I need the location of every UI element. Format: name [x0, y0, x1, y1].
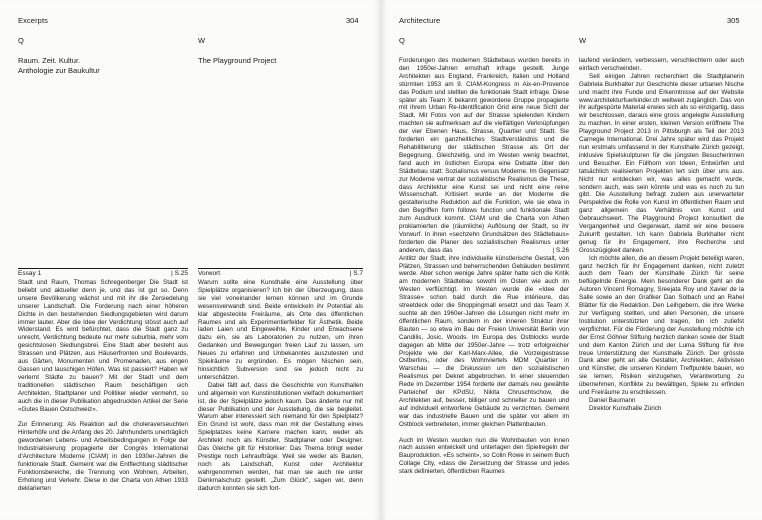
paragraph: Seit einigen Jahren recherchiert die Stadtplanerin Gabriela Burkhalter zur Geschichte dieser urbanen Nische und macht ihre Funde und Erkenntnisse auf der Website www.architekturfuerkinder.ch weltweit zugänglich. Das von ihr aufgespürte Material erwies sich als so einzigartig, dass wir beschlossen, daraus eine gross angelegte Ausstellung zu machen. In einer ersten, kleinen Version eröffnete The Playground Project 2013 in Pittsburgh als Teil der 2013 Carnegie International. Drei Jahre später wird das Projekt nun erstmals umfassend in der Kunsthalle Zürich gezeigt, inklusive Spielskulpturen für die jüngsten Besucherinnen und Besucher. Ein Füllhorn von Ideen, Entwürfen und tatsächlich realisierten Projekten lert sich über uns aus. Nicht nur entdecken wir, was alles gemacht wurde, sondern auch, was sein könnte und was es noch zu tun gibt. Die Ausstellung befragt zudem aus unerwarteter Perspektive die Rolle von Kunst im öffentlichen Raum und ganz allgemein das Verhältnis von Kunst und Gebrauchswert. The Playground Project konsultiert die Vergangenheit und Gegenwart, damit wir eine bessere Zukunft gestalten. Ich kann Gabriela Burkhalter nicht genug für ihr Engagement, ihre Recherche und Grosszügigkeit danken.: [579, 72, 744, 254]
foreword-column: [198, 279, 363, 519]
signature-title: Direktor Kunsthalle Zürich: [589, 404, 662, 412]
paragraph: Forderungen des modernen Städtebaus wurden bereits in den 1950er-Jahren ernsthaft infrage gestellt. Junge Architekten aus England, Frankreich, Italien und Holland stürmten 1953 am 9. CIAM-Kongress in Aix-en-Provence das Podium und stellten die funktionale Stadt infrage. Diese später als Team X bekannt gewordene Gruppe propagierte mit ihrem Urban Re-Identification Grid eine neue Sicht der Stadt. Mit Fotos von auf der Strasse spielenden Kindern machten sie aufmerksam auf die vielfältigen Verknüpfungen der vier Ebenen Haus, Strasse, Quartier und Stadt. Sie forderten ein ganzheitliches Stadtverständnis und die Rehabilitierung der städtischen Strasse als Ort der Begegnung. Gleichzeitig, und im Westen wenig beachtet, fand auch im östlichen Europa eine Debatte über den Städtebau statt: Sozialismus versus Moderne. Im Gegensatz zur Moderne vertrat der sozialistische Realismus die These, dass Architektur eine Kunst sei und nicht eine reine Wissenschaft. Kritisiert wurde an der Moderne die gestalterische Reduktion auf die Funktion, wie sie etwa in den Begriffen form follows function und funktionale Stadt zum Ausdruck kommt. CIAM und die Charta von Athen proklamierten die (räumliche) Auflösung der Stadt, so ihr Vorwurf. In ihren «sechzehn Grundsätzen des Städtebaus» forderten die Planer des sozialistischen Realismus unter anderem, dass das: [399, 57, 569, 254]
page-number: 305: [727, 16, 740, 25]
running-head: Excerpts: [18, 16, 48, 25]
paragraph: Warum sollte eine Kunsthalle eine Ausstellung über Spielplätze organisieren? Ich bin der Überzeugung, dass sie viel voneinander lernen können und im Grunde wesensverwandt sind. Beide entwickeln ihr Potential als klar abgesteckte Freiräume, als Orte des öffentlichen Raumes und als Experimentierfelder für Ästhetik. Beide laden Laien und Eingeweihte, Kinder und Erwachsene dazu ein, sie als Laboratorien zu nutzen, um ihren Gedanken und Bewegungen freien Lauf zu lassen, um Neues zu erfahren und Unbekanntes auszutesten und Spielräume zu ergründen. Es mögen Nischen sein, hinsichtlich Subversion sind sie jedoch nicht zu unterschätzen.: [198, 279, 363, 381]
paragraph: Auch im Westen wurden nun die Wohnbauten von innen nach aussen entwickelt und unterlagen den Spielregeln der Bauproduktion. «Es scheint», so Colin Rowe in seinem Buch Collage City, «dass die Zersetzung der Strasse und jedes stark definierten, öffentlichen Raumes: [399, 436, 569, 476]
book-title: [18, 56, 100, 76]
book-title-line: Anthologie zur Baukultur: [18, 66, 100, 75]
signature-name: Daniel Baumann: [589, 396, 636, 404]
paragraph: Antlitz der Stadt, ihre individuelle künstlerische Gestalt, von Plätzen, Strassen und beherrschenden Gebäuden bestimmt werde. Aber schon wenige Jahre später hatte sich die Kritik am modernen Städtebau sowohl im Osten wie auch im Westen verflüchtigt. Im Westen wurde die «Idee der Strasse» schon bald durch die Rue intérieure, das streetdeck oder die Shoppingmall ersetzt und das Team X suchte ab den 1960er-Jahren die Lösungen nicht mehr im öffentlichen Raum, sondern in der inneren Struktur ihrer Bauten — so etwa im Bau der Freien Universität Berlin von Candilis, Josic, Woods. Im Europa des Ostblocks wurde dagegen ab Mitte der 1950er-Jahre — trotz erfolgreicher Projekte wie der Karl-Marx-Allee, die Vorzeigestrasse Ostberlins, oder des Wohnviertels MDM Quartier in Warschau — die Diskussion um den sozialistischen Realismus per Dekret abgebrochen. In einer steuernden Rede im Dezember 1954 forderte der damals neu gewählte Parteichef der KPdSU, Nikita Chruschtschow, die Architekten auf, besser, billiger und schneller zu bauen und auf individuell entworfene Gebäude zu verzichten. Gemeint war das industrielle Bauen und die später vor allem im Ostblock verbreiteten, immer gleichen Plattenbauten.: [399, 254, 569, 428]
foreword-continued-column: [579, 57, 744, 519]
column-letter: Q: [18, 36, 24, 45]
paragraph: Ich möchte allen, die an diesem Projekt beteiligt waren, ganz herzlich für ihr Engagement danken, nicht zuletzt auch dem Team der Kunsthalle Zürich für seine beflügelnde Energie. Mein besonderer Dank geht an die Autoren Vincent Romagny, Sreejata Roy und Xavier de la Salle sowie an den Grafiker Dan Solbach und an Rahel Blätter für die Redaktion. Den Leihgebern, die ihre Werke zur Verfügung stellten, und allen Personen, die unsere Institution unterstützten und tragen, bin ich zutiefst verpflichtet. Für die Förderung der Ausstellung möchte ich der Ernst Göhner Stiftung herzlich danken sowie der Stadt und dem Kanton Zürich und der Luma Stiftung für ihre treue Unterstützung der Kunsthalle Zürich. Der grösste Dank aber geht an alle Gestalter, Architekten, Aktivisten und Künstler, die unseren Kindern Treffpunkte bauen, wo sie lernen, Risiken einzugehen, Verantwortung zu übernehmen, Konflikte zu bewältigen, Spiele zu erfinden und Freiräume zu erschliessen.: [579, 254, 744, 397]
column-letter: W: [579, 36, 587, 45]
book-title-line: Raum. Zeit. Kultur.: [18, 56, 81, 65]
foreword-label: Vorwort: [198, 270, 221, 277]
foreword-header: [198, 268, 363, 278]
running-head: Architecture: [399, 16, 441, 25]
column-letter: Q: [399, 36, 405, 45]
essay-label: Essay 1: [18, 270, 42, 277]
essay-header: [18, 268, 188, 278]
column-letter: W: [198, 36, 206, 45]
signature: [579, 397, 744, 413]
page-reference: | S.26: [552, 246, 569, 254]
right-page: [381, 0, 762, 520]
page-number: 304: [346, 16, 359, 25]
paragraph: Dabei fällt auf, dass die Geschichte von Kunsthallen und allgemein von Kunstinstitutionen vielfach dokumentiert ist, die der Spielplätze jedoch kaum. Das änderte nur mit dieser Publikation und der Ausstellung, die sie begleitet. Warum aber interessiert sich niemand für den Spielplatz? Ein Grund ist wohl, dass man mit der Gestaltung eines Spielplatzes keine Karriere machen kann, weder als Architekt noch als Künstler, Stadtplaner oder Designer. Das Gleiche gilt für Historiker: Das Thema bringt weder Prestige noch Lehraufträge. Weil sie weder als Bauten, noch als Landschaft, Kunst oder Architektur wahrgenommen werden, hat man sie auch nie unter Denkmalschutz gestellt. „Zum Glück", sagen wir, denn dadurch konnten sie sich fort-: [198, 381, 363, 492]
essay-ref: | S.25: [171, 270, 188, 277]
foreword-ref: | S.7: [349, 270, 363, 277]
essay-column: [18, 279, 188, 519]
paragraph: laufend verändern, verbessern, verschlechtern oder auch einfach verschwinden.: [579, 57, 744, 72]
paragraph: Zur Erinnerung: Als Reaktion auf die choleraverseuchten Hinterhöfe und die Anfang des 20. Jahrhunderts unerträglich gewordenen Lebens- und Arbeitsbedingungen in Folge der Industrialisierung propagierte der Congrès International d'Architecture Moderne (CIAM) in den 1930er-Jahren die funktionale Stadt. Gemeint war die Entflechtung städtischer Funktionsbereiche, die Trennung von Wohnen, Arbeiten, Erholung und Verkehr. Diese in der Charta von Athen 1933 deklarierten: [18, 421, 188, 492]
paragraph: Stadt und Raum, Thomas Schregenberger Die Stadt ist beliebt und aktueller denn je, und das ist gut so. Denn unsere Bevölkerung wächst und mit ihr die Zersiedelung unserer Landschaft. Die Forderung nach einer höheren Dichte in den bestehenden Siedlungsgebieten wird darum immer lauter. Aber die Idee der Verdichtung stösst auch auf Widerstand. Es wird befürchtet, dass die Stadt ganz zu unrecht, Verdichtung bedeute nur mehr suburbia, mehr vom gesichtslosen Siedlungsbrei. Eine Stadt aber besteht aus Strassen und Plätzen, aus Häuserfronten und Boulevards, aus Gärten, Monumenten und Promenaden, aus engen Gassen und lauschigen Höfen. Was ist passiert? Haben wir verlernt Städte zu bauen? Mit der Stadt und dem traditionellen städtischen Raum beschäftigen sich Architekten, Stadtplaner und Politiker wieder vermehrt, so auch die in dieser Publikation abgedruckten Artikel der Serie «Gutes Bauen Ostschweiz».: [18, 279, 188, 413]
project-title: The Playground Project: [198, 56, 277, 65]
essay-continued-column: [399, 57, 569, 519]
